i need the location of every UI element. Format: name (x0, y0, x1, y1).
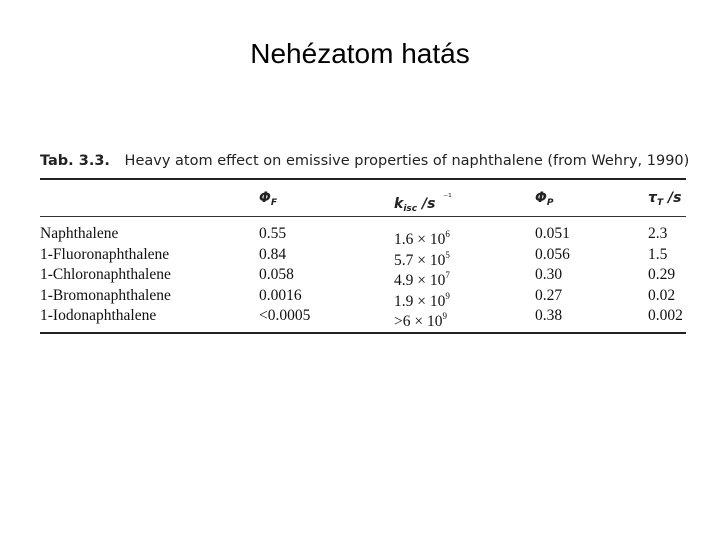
fluorescence-yield-cell: 0.0016 (259, 286, 302, 304)
triplet-lifetime-cell: 0.002 (648, 307, 683, 324)
phosphorescence-yield-cell: 0.38 (535, 307, 563, 324)
fluorescence-yield-cell: 0.84 (259, 245, 287, 263)
fluorescence-yield-cell: <0.0005 (259, 307, 311, 324)
compound-cell: 1-Bromonaphthalene (40, 286, 171, 304)
triplet-lifetime-cell: 2.3 (648, 225, 668, 242)
phosphorescence-yield-cell: 0.30 (535, 266, 563, 283)
table-row (40, 286, 686, 310)
table-label: Tab. 3.3. (40, 153, 110, 169)
isc-rate-cell: $4.9 \times 10^7$ (394, 270, 450, 289)
triplet-lifetime-cell: 0.29 (648, 266, 676, 283)
isc-rate-cell: $5.7 \times 10^5$ (394, 249, 450, 269)
header-isc-rate: $k_{isc}$ /s $^{^{-1}}$ (394, 193, 452, 214)
compound-cell: 1-Chloronaphthalene (40, 266, 171, 283)
phosphorescence-yield-cell: 0.27 (535, 286, 563, 304)
triplet-lifetime-cell: 1.5 (648, 245, 668, 263)
fluorescence-yield-cell: 0.55 (259, 225, 287, 242)
table-caption (40, 150, 690, 172)
table-bottom-rule (40, 332, 686, 334)
header-triplet-lifetime: $\tau_T$ /s (648, 190, 682, 208)
table-row (40, 306, 686, 330)
header-phosphorescence-yield: $\Phi_P$ (535, 190, 554, 208)
phosphorescence-yield-cell: 0.056 (535, 245, 570, 263)
isc-rate-cell: $1.9 \times 10^9$ (394, 290, 450, 310)
fluorescence-yield-cell: 0.058 (259, 266, 294, 283)
header-fluorescence-yield: $\Phi_F$ (259, 190, 278, 208)
table-row (40, 224, 686, 248)
table-row (40, 245, 686, 269)
table-header-row (40, 180, 686, 216)
isc-rate-cell: $>6 \times 10^9$ (394, 311, 447, 330)
table-caption-text: Heavy atom effect on emissive properties of naphthalene (from Wehry, 1990) (124, 153, 690, 169)
slide-title: Nehézatom hatás (250, 38, 470, 69)
phosphorescence-yield-cell: 0.051 (535, 225, 570, 242)
triplet-lifetime-cell: 0.02 (648, 286, 676, 304)
compound-cell: 1-Fluoronaphthalene (40, 245, 170, 263)
compound-cell: Naphthalene (40, 225, 119, 242)
compound-cell: 1-Iodonaphthalene (40, 307, 157, 324)
data-table-figure (40, 150, 690, 334)
table-body (40, 217, 686, 332)
isc-rate-cell: $1.6 \times 10^6$ (394, 229, 450, 248)
table-row (40, 265, 686, 289)
